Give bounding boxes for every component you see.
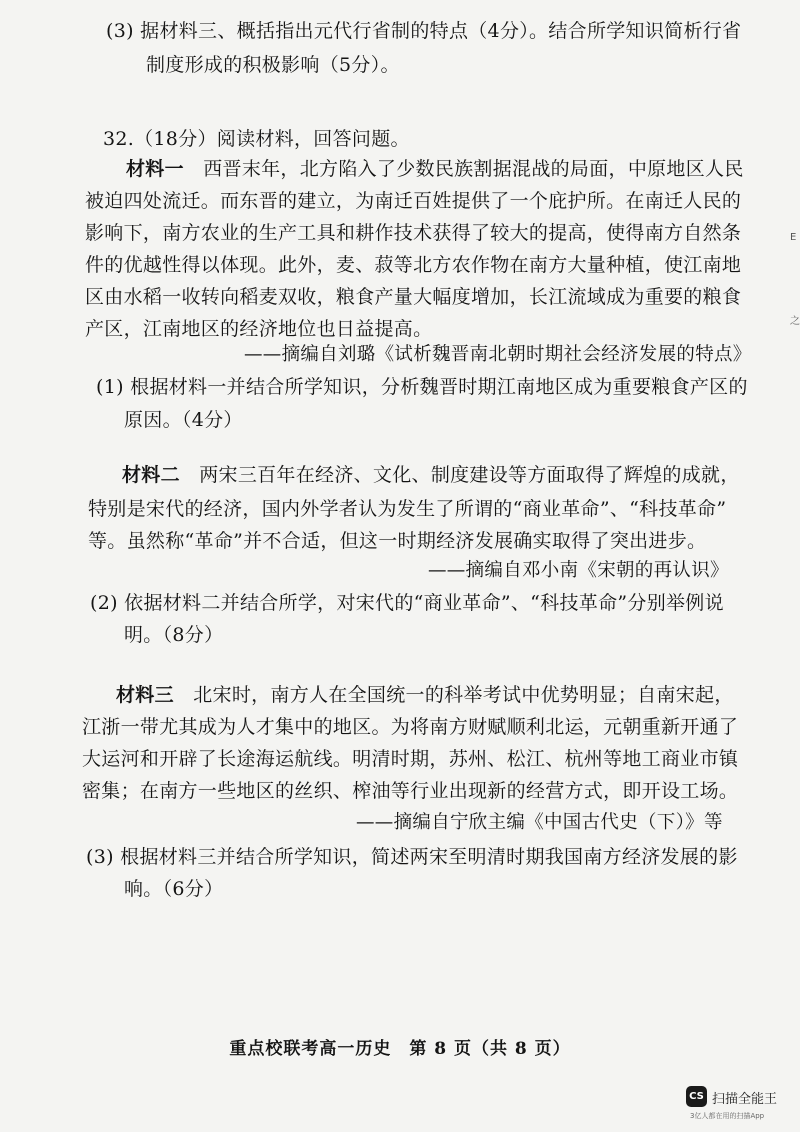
material-1-source: ——摘编自刘璐《试析魏晋南北朝时期社会经济发展的特点》 [244,344,752,365]
material-3-text-1: 北宋时，南方人在全国统一的科举考试中优势明显；自南宋起， [193,684,734,706]
q31-3-line-1: (3) 据材料三、概括指出元代行省制的特点（4分）。结合所学知识简析行省 [106,20,742,42]
material-1-line-4: 件的优越性得以体现。此外，麦、菽等北方农作物在南方大量种植，使江南地 [85,254,742,276]
page-footer: 重点校联考高一历史 第 8 页（共 8 页） [229,1039,571,1059]
question-3-line-1: (3) 根据材料三并结合所学知识，简述两宋至明清时期我国南方经济发展的影 [86,846,738,868]
camscanner-logo-icon: CS [686,1086,707,1107]
material-1-line-2: 被迫四处流迁。而东晋的建立，为南迁百姓提供了一个庇护所。在南迁人民的 [85,190,742,212]
material-2-label: 材料二 [122,464,180,486]
q32-header: 32.（18分）阅读材料，回答问题。 [103,128,410,150]
scanner-watermark [686,1086,794,1126]
material-1-text-1: 西晋末年，北方陷入了少数民族割据混战的局面，中原地区人民 [203,158,744,180]
material-1-line-3: 影响下，南方农业的生产工具和耕作技术获得了较大的提高，使得南方自然条 [85,222,742,244]
material-3-source: ——摘编自宁欣主编《中国古代史（下）》等 [356,812,723,833]
material-1-line-6: 产区，江南地区的经济地位也日益提高。 [85,318,433,340]
question-1-line-1: (1) 根据材料一并结合所学知识，分析魏晋时期江南地区成为重要粮食产区的 [96,376,748,398]
material-2-text-1: 两宋三百年在经济、文化、制度建设等方面取得了辉煌的成就， [199,464,740,486]
material-3-line-4: 密集；在南方一些地区的丝织、榨油等行业出现新的经营方式，即开设工场。 [82,780,739,802]
material-2-line-2: 特别是宋代的经济，国内外学者认为发生了所谓的“商业革命”、“科技革命” [88,498,727,520]
material-3-label: 材料三 [116,684,174,706]
q31-3-line-2: 制度形成的积极影响（5分）。 [146,54,400,76]
material-2-line-1 [122,466,740,485]
question-1-line-2: 原因。（4分） [124,409,243,431]
question-2-line-2: 明。（8分） [124,624,224,646]
question-3-line-2: 响。（6分） [124,878,224,900]
question-2-line-1: (2) 依据材料二并结合所学，对宋代的“商业革命”、“科技革命”分别举例说 [90,592,724,614]
material-3-line-3: 大运河和开辟了长途海运航线。明清时期，苏州、松江、杭州等地工商业市镇 [82,748,739,770]
scanner-name: 扫描全能王 [712,1092,778,1107]
material-2-line-3: 等。虽然称“革命”并不合适，但这一时期经济发展确实取得了突出进步。 [88,530,707,552]
material-3-line-1 [116,686,734,705]
material-2-source: ——摘编自邓小南《宋朝的再认识》 [428,560,729,581]
material-1-label: 材料一 [126,158,184,180]
scanner-tagline: 3亿人都在用的扫描App [690,1112,765,1120]
edge-mark-2: 之 [790,316,800,327]
material-1-line-5: 区由水稻一收转向稻麦双收，粮食产量大幅度增加，长江流域成为重要的粮食 [85,286,742,308]
material-1-line-1 [126,160,744,179]
edge-mark-1: E [790,232,797,243]
material-3-line-2: 江浙一带尤其成为人才集中的地区。为将南方财赋顺利北运，元朝重新开通了 [82,716,739,738]
